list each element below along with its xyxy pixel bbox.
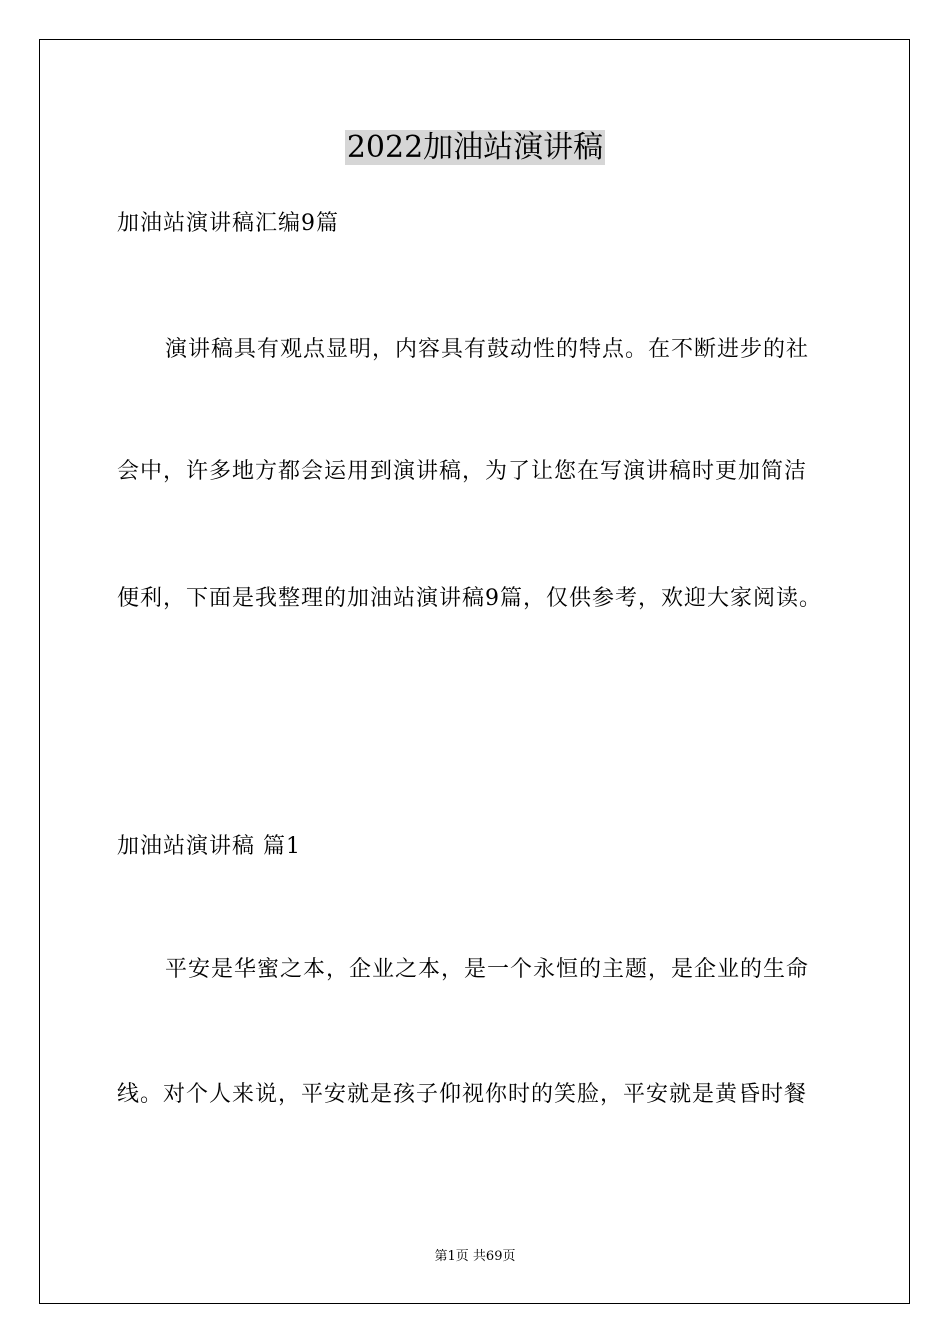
intro-line-1: 演讲稿具有观点显明，内容具有鼓动性的特点。在不断进步的社 — [165, 337, 810, 362]
page-footer: 第1页 共69页 — [434, 1249, 516, 1264]
document-title — [0, 128, 950, 168]
document-title-text: 2022加油站演讲稿 — [346, 130, 604, 165]
intro-line-3: 便利，下面是我整理的加油站演讲稿9篇，仅供参考，欢迎大家阅读。 — [117, 586, 822, 611]
document-subtitle: 加油站演讲稿汇编9篇 — [117, 211, 339, 236]
section-line-2: 线。对个人来说，平安就是孩子仰视你时的笑脸，平安就是黄昏时餐 — [117, 1082, 808, 1107]
section-line-1: 平安是华蜜之本，企业之本，是一个永恒的主题，是企业的生命 — [165, 957, 810, 982]
section-heading: 加油站演讲稿 篇1 — [117, 834, 301, 859]
intro-line-2: 会中，许多地方都会运用到演讲稿，为了让您在写演讲稿时更加简洁 — [117, 459, 808, 484]
